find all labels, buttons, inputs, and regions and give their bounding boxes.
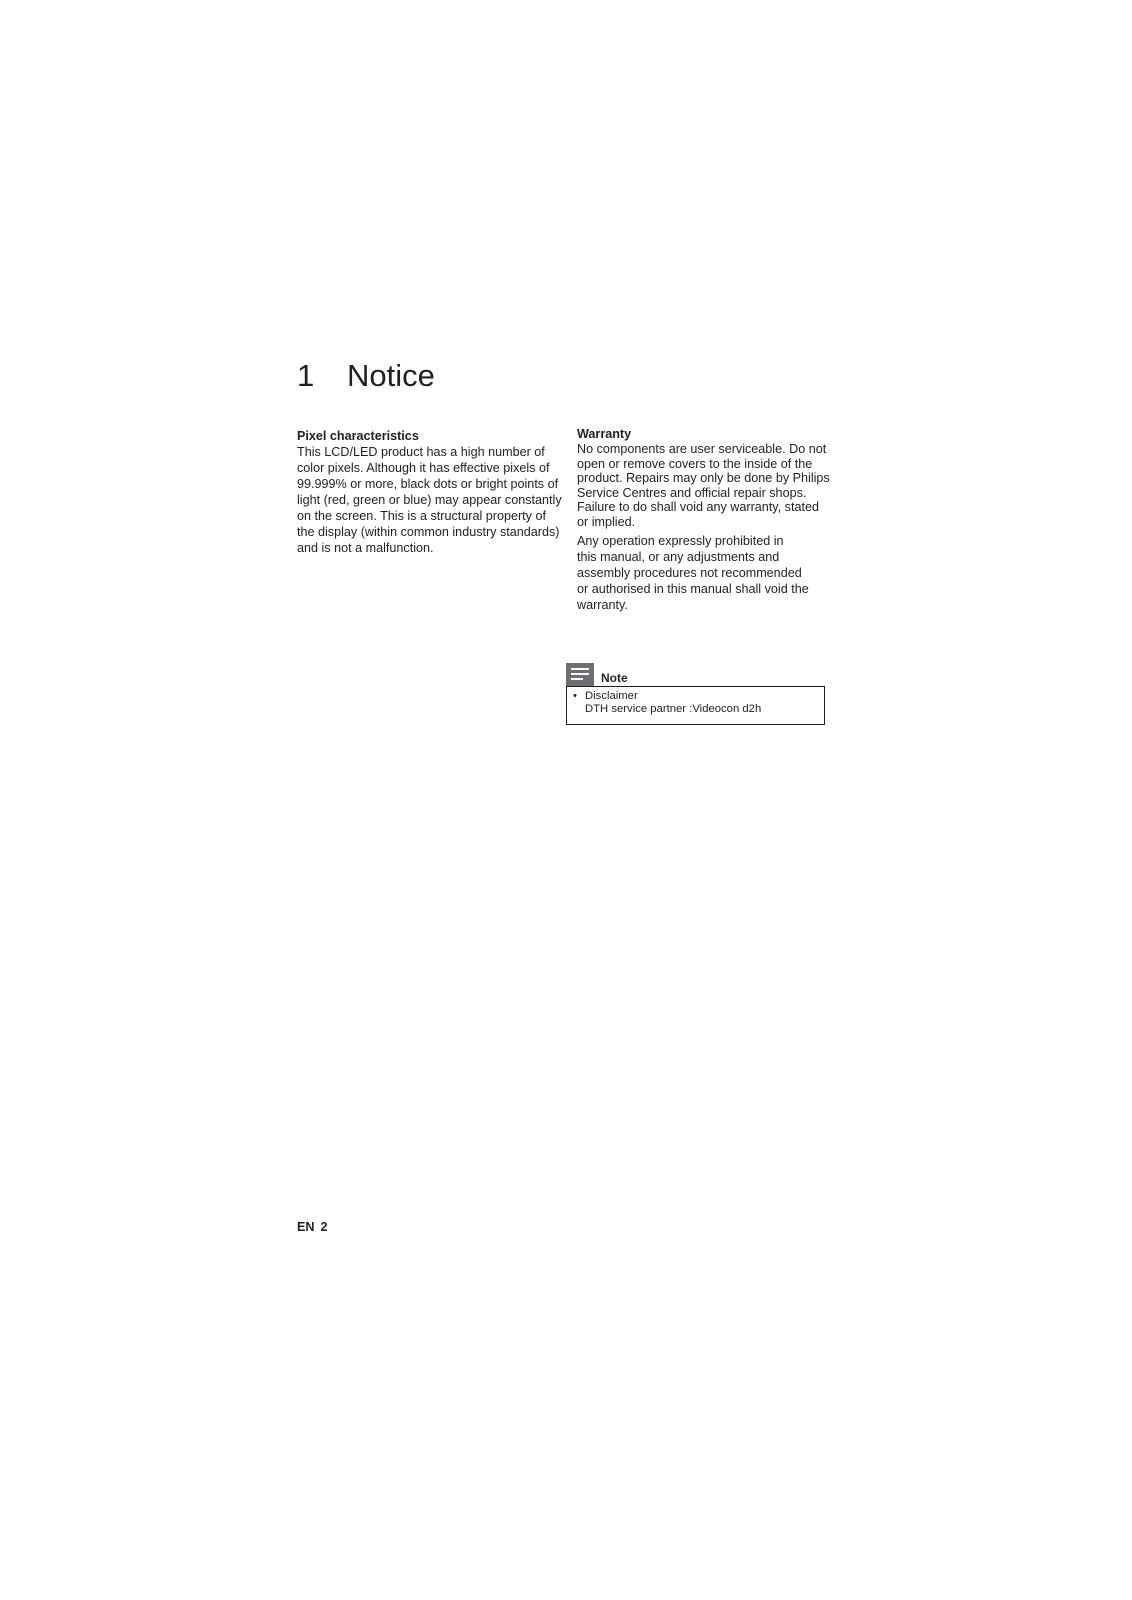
chapter-number: 1 xyxy=(297,358,315,393)
warranty-section xyxy=(577,426,845,613)
body-line: color pixels. Although it has effective pixels of xyxy=(297,461,550,475)
body-line: assembly procedures not recommended xyxy=(577,565,802,580)
body-line: or implied. xyxy=(577,514,636,529)
body-line: and is not a malfunction. xyxy=(297,541,434,555)
body-line: on the screen. This is a structural property of xyxy=(297,509,546,523)
body-line: product. Repairs may only be done by Philips xyxy=(577,471,830,486)
warranty-paragraph-1 xyxy=(577,442,845,530)
chapter-title-text: Notice xyxy=(347,358,435,393)
page-footer xyxy=(297,1220,328,1234)
body-line: 99.999% or more, black dots or bright points of xyxy=(297,477,559,491)
body-line: the display (within common industry standards) xyxy=(297,525,560,539)
body-line: No components are user serviceable. Do not xyxy=(577,442,827,456)
body-line: or authorised in this manual shall void the xyxy=(577,581,809,596)
footer-language: EN xyxy=(297,1220,315,1234)
pixel-characteristics-body xyxy=(297,444,572,556)
body-line: warranty. xyxy=(577,597,628,612)
body-line: open or remove covers to the inside of the xyxy=(577,456,813,471)
body-line: This LCD/LED product has a high number of xyxy=(297,445,545,459)
note-item-title: Disclaimer xyxy=(585,690,638,702)
note-box xyxy=(566,686,825,725)
note-icon xyxy=(566,663,594,686)
note-label: Note xyxy=(601,670,628,685)
note-item-text: DTH service partner :Videocon d2h xyxy=(585,703,762,715)
body-line: Failure to do shall void any warranty, stated xyxy=(577,500,819,515)
note-header xyxy=(566,663,628,686)
body-line: Any operation expressly prohibited in xyxy=(577,533,784,548)
pixel-characteristics-heading: Pixel characteristics xyxy=(297,429,419,443)
warranty-paragraph-2 xyxy=(577,533,845,613)
body-line: Service Centres and official repair shops. xyxy=(577,485,807,500)
bullet-icon: • xyxy=(573,690,577,702)
body-line: light (red, green or blue) may appear constantly xyxy=(297,493,562,507)
chapter-title xyxy=(297,360,435,391)
warranty-heading: Warranty xyxy=(577,427,632,441)
pixel-characteristics-section xyxy=(297,428,572,556)
body-line: this manual, or any adjustments and xyxy=(577,549,780,564)
note-item xyxy=(573,690,824,716)
page-number: 2 xyxy=(320,1220,328,1234)
